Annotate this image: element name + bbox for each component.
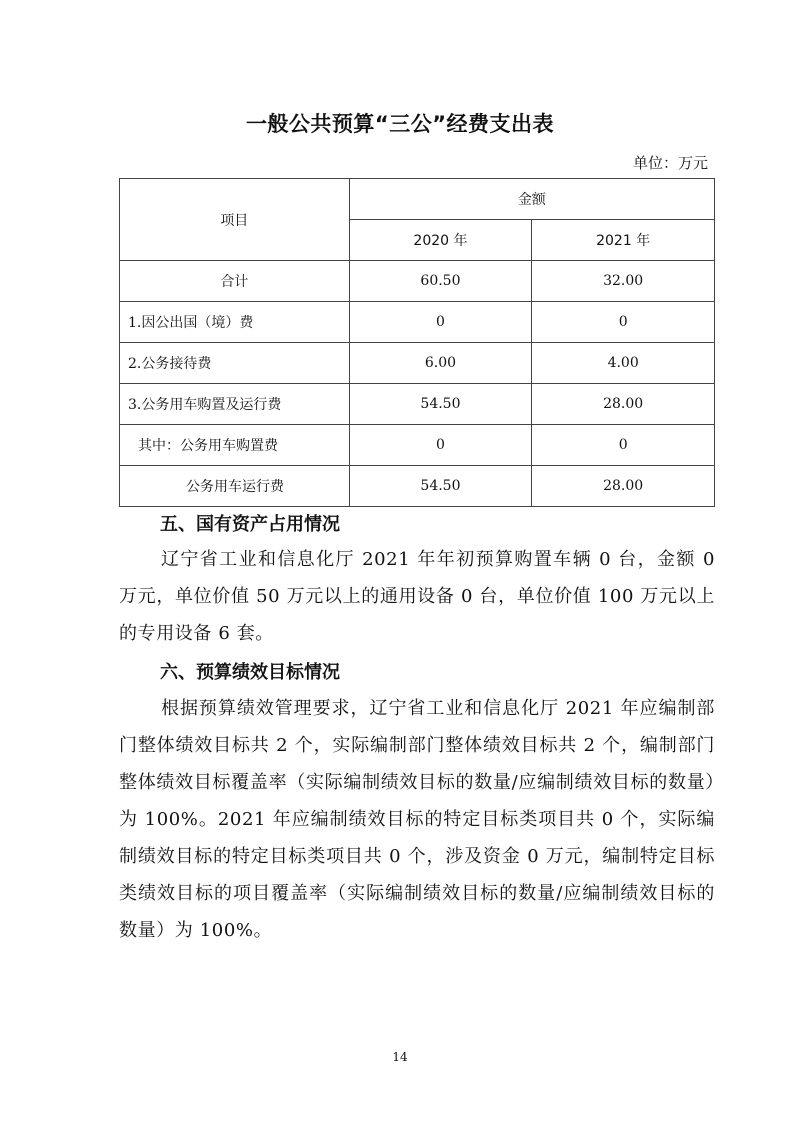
table-row — [120, 384, 715, 425]
page-number: 14 — [392, 1050, 408, 1064]
row-value-2020: 54.50 — [349, 384, 532, 425]
row-value-2020: 54.50 — [349, 466, 532, 507]
row-label: 合计 — [120, 261, 350, 302]
table-row — [120, 343, 715, 384]
header-amount: 金额 — [349, 179, 714, 220]
header-year-2020: 2020 年 — [349, 220, 532, 261]
row-value-2020: 6.00 — [349, 343, 532, 384]
table-row — [120, 261, 715, 302]
section5-heading: 五、国有资产占用情况 — [160, 514, 340, 535]
row-value-2021: 32.00 — [532, 261, 715, 302]
table-header-row — [120, 179, 715, 220]
row-value-2020: 60.50 — [349, 261, 532, 302]
row-label: 1.因公出国（境）费 — [120, 302, 350, 343]
table-row — [120, 466, 715, 507]
table-row — [120, 302, 715, 343]
row-label: 公务用车运行费 — [120, 466, 350, 507]
row-value-2021: 0 — [532, 425, 715, 466]
row-label: 2.公务接待费 — [120, 343, 350, 384]
section6-paragraph: 根据预算绩效管理要求，辽宁省工业和信息化厅 2021 年应编制部门整体绩效目标共 2 个，实际编制部门整体绩效目标共 2 个，编制部门整体绩效目标覆盖率（实际编制绩效目标的数量/应编制绩效目标的数量）为 100%。2021 年应编制绩效目标的特定目标类项目共 0 个，实际编制绩效目标的特定目标类项目共 0 个，涉及资金 0 万元，编制特定目标类绩效目标的项目覆盖率（实际编制绩效目标的数量/应编制绩效目标的数量）为 100%。 — [119, 698, 715, 941]
header-year-2021: 2021 年 — [532, 220, 715, 261]
expense-table — [119, 178, 715, 507]
section5-paragraph: 辽宁省工业和信息化厅 2021 年年初预算购置车辆 0 台，金额 0 万元，单位价值 50 万元以上的通用设备 0 台，单位价值 100 万元以上的专用设备 6 套。 — [119, 549, 715, 644]
row-value-2021: 28.00 — [532, 466, 715, 507]
row-value-2020: 0 — [349, 425, 532, 466]
table-row — [120, 425, 715, 466]
row-label: 3.公务用车购置及运行费 — [120, 384, 350, 425]
row-value-2021: 28.00 — [532, 384, 715, 425]
unit-label: 单位：万元 — [632, 154, 708, 172]
row-value-2021: 4.00 — [532, 343, 715, 384]
section6-heading: 六、预算绩效目标情况 — [160, 662, 340, 683]
row-label: 其中：公务用车购置费 — [120, 425, 350, 466]
row-value-2021: 0 — [532, 302, 715, 343]
header-item: 项目 — [120, 179, 350, 261]
table-title: 一般公共预算“三公”经费支出表 — [245, 112, 555, 136]
row-value-2020: 0 — [349, 302, 532, 343]
